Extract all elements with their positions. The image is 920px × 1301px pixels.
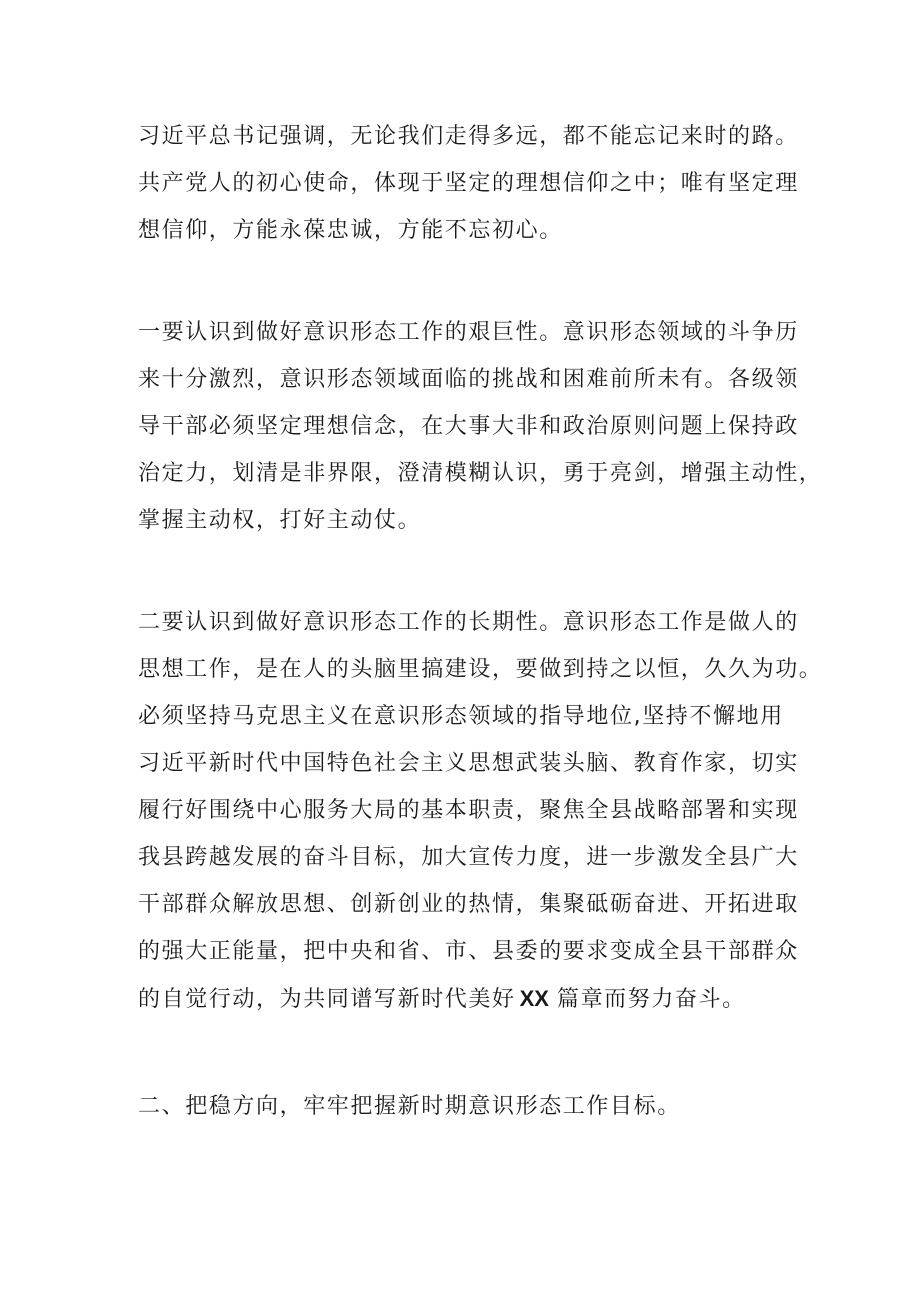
paragraph-first-point [138, 309, 823, 544]
text-line: 想信仰，方能永葆忠诚，方能不忘初心。 [138, 218, 563, 243]
text-line: 必须坚持马克思主义在意识形态领域的指导地位,坚持不懈地用 [138, 704, 784, 729]
paragraph-intro [138, 113, 810, 254]
text-line: 履行好围绕中心服务大局的基本职责，聚焦全县战略部署和实现 [138, 798, 799, 823]
text-line: 习近平新时代中国特色社会主义思想武装头脑、教育作家，切实 [138, 751, 799, 776]
placeholder-xx: XX [519, 986, 549, 1011]
text-line: 共产党人的初心使命，体现于坚定的理想信仰之中；唯有坚定理 [138, 171, 799, 196]
paragraph-second-point [138, 599, 823, 1022]
text-segment: 的自觉行动，为共同谱写新时代美好 [138, 987, 516, 1012]
text-segment: 篇章而努力奋斗。 [556, 987, 746, 1012]
text-line: 习近平总书记强调，无论我们走得多远，都不能忘记来时的路。 [138, 124, 799, 149]
text-line: 干部群众解放思想、创新创业的热情，集聚砥砺奋进、开拓进取 [138, 892, 799, 917]
text-line: 掌握主动权，打好主动仗。 [138, 508, 422, 533]
text-line: 的强大正能量，把中央和省、市、县委的要求变成全县干部群众 [138, 939, 799, 964]
text-line: 导干部必须坚定理想信念，在大事大非和政治原则问题上保持政 [138, 414, 799, 439]
text-line: 一要认识到做好意识形态工作的艰巨性。意识形态领域的斗争历 [138, 320, 799, 345]
section-heading [138, 1083, 810, 1130]
text-line: 来十分激烈，意识形态领域面临的挑战和困难前所未有。各级领 [138, 367, 799, 392]
text-line: 二要认识到做好意识形态工作的长期性。意识形态工作是做人的 [138, 610, 799, 635]
text-line-final [138, 975, 810, 1022]
text-line: 思想工作，是在人的头脑里搞建设，要做到持之以恒，久久为功。 [138, 657, 823, 682]
text-line: 我县跨越发展的奋斗目标，加大宣传力度，进一步激发全县广大 [138, 845, 799, 870]
text-line: 治定力，划清是非界限，澄清模糊认识，勇于亮剑，增强主动性， [138, 461, 823, 486]
heading-line: 二、把稳方向，牢牢把握新时期意识形态工作目标。 [138, 1094, 681, 1119]
